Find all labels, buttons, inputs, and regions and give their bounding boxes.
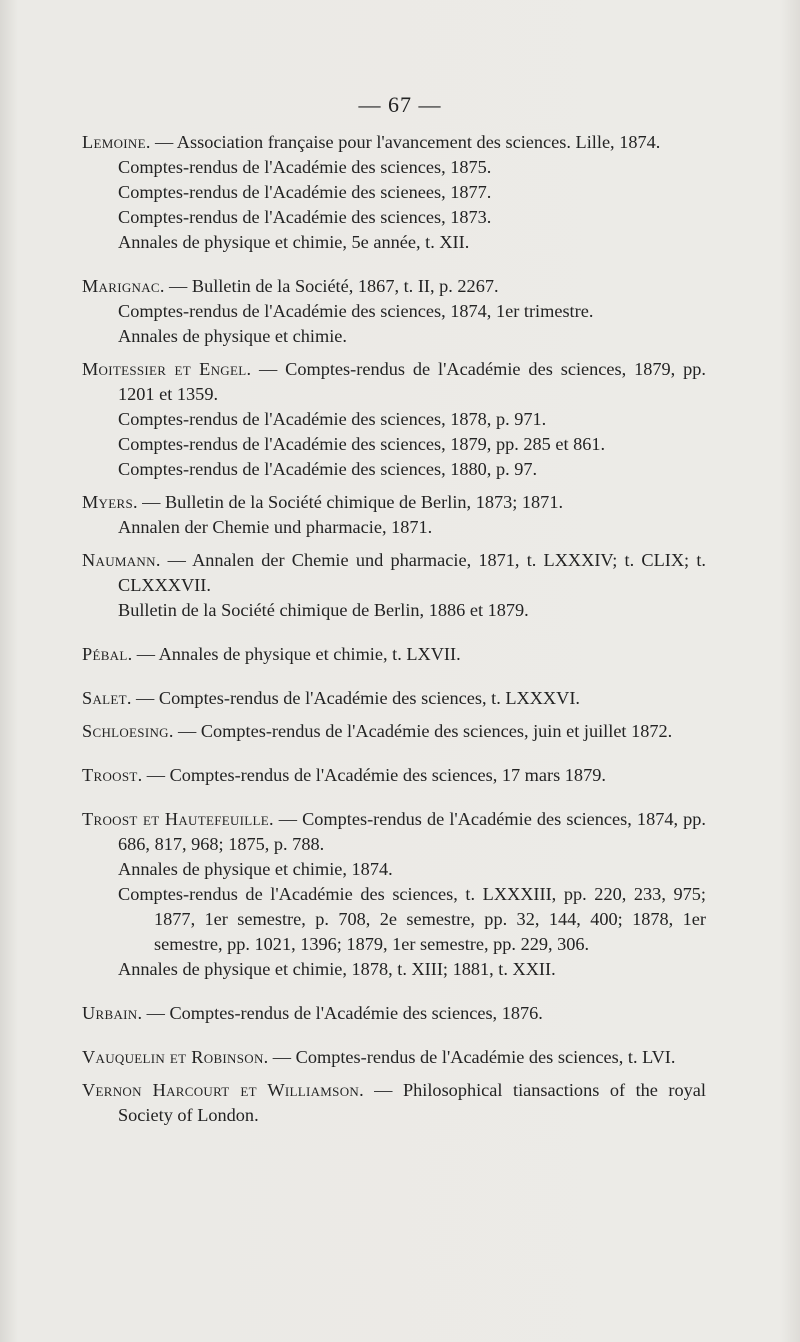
entry-lemoine (82, 130, 706, 255)
sub-reference: Annalen der Chemie und pharmacie, 1871. (118, 517, 433, 537)
entry-citation: . — Comptes-rendus de l'Académie des sciences, juin et juillet 1872. (168, 721, 673, 741)
entry-heading (82, 274, 706, 299)
entry-heading (82, 642, 706, 667)
author-name: Salet (82, 688, 127, 708)
entry-citation: . — Comptes-rendus de l'Académie des sciences, t. LXXXVI. (126, 688, 580, 708)
entry-citation: . — Comptes-rendus de l'Académie des sciences, 1879, pp. 1201 et 1359. (118, 359, 706, 404)
entry-heading (82, 1078, 706, 1128)
entry-pebal (82, 642, 706, 667)
entry-citation: . — Association française pour l'avancement des sciences. Lille, 1874. (145, 132, 661, 152)
entry-naumann (82, 548, 706, 623)
entry-citation: . — Bulletin de la Société chimique de Berlin, 1873; 1871. (133, 492, 564, 512)
sub-reference: Comptes-rendus de l'Académie des sciences, 1873. (118, 207, 492, 227)
entry-troost-hautefeuille (82, 807, 706, 982)
sub-reference: Comptes-rendus de l'Académie des sciences, 1879, pp. 285 et 861. (118, 434, 606, 454)
author-name: Naumann (82, 550, 156, 570)
author-name: Myers (82, 492, 133, 512)
bibliography-list (82, 130, 706, 1128)
entry-citation: . — Philosophical tiansactions of the royal Society of London. (118, 1080, 706, 1125)
entry-heading (82, 1045, 706, 1070)
sub-reference: Annales de physique et chimie, 1878, t. XIII; 1881, t. XXII. (118, 959, 556, 979)
entry-citation: . — Annales de physique et chimie, t. LXVII. (127, 644, 461, 664)
sub-reference: Comptes-rendus de l'Académie des sciences, 1878, p. 971. (118, 409, 547, 429)
entry-heading (82, 763, 706, 788)
entry-citation: . — Bulletin de la Société, 1867, t. II, p. 2267. (159, 276, 499, 296)
entry-vauquelin-robinson (82, 1045, 706, 1070)
sub-reference: Bulletin de la Société chimique de Berlin, 1886 et 1879. (118, 600, 529, 620)
sub-reference: Annales de physique et chimie. (118, 326, 347, 346)
entry-heading (82, 357, 706, 407)
entry-heading (82, 1001, 706, 1026)
author-name: Pébal (82, 644, 128, 664)
entry-heading (82, 719, 706, 744)
sub-reference: Comptes-rendus de l'Académie des sciences, 1874, 1er trimestre. (118, 301, 594, 321)
author-name: Lemoine (82, 132, 146, 152)
page-number: — 67 — (358, 92, 442, 117)
author-name: Schloesing (82, 721, 169, 741)
entry-vernon-harcourt-williamson (82, 1078, 706, 1128)
entry-heading (82, 686, 706, 711)
entry-heading (82, 490, 706, 515)
entry-schloesing (82, 719, 706, 744)
entry-salet (82, 686, 706, 711)
entry-heading (82, 130, 706, 155)
author-name: Troost (82, 765, 138, 785)
sub-reference: Comptes-rendus de l'Académie des sciences, 1880, p. 97. (118, 459, 538, 479)
entry-citation: . — Annalen der Chemie und pharmacie, 1871, t. LXXXIV; t. CLIX; t. CLXXXVII. (118, 550, 706, 595)
author-name: Troost et Hautefeuille (82, 809, 270, 829)
entry-troost (82, 763, 706, 788)
entry-citation: . — Comptes-rendus de l'Académie des sciences, t. LVI. (263, 1047, 676, 1067)
entry-heading (82, 548, 706, 598)
sub-reference: Comptes-rendus de l'Académie des sciences, t. LXXXIII, pp. 220, 233, 975; 1877, 1er semestre, p. 708, 2e semestre, pp. 32, 144, 400; 1878, 1er semestre, pp. 1021, 1396; 1879, 1er semestre, pp. 229, 306. (118, 884, 706, 954)
entry-moitessier-engel (82, 357, 706, 482)
author-name: Vernon Harcourt et Williamson (82, 1080, 360, 1100)
entry-urbain (82, 1001, 706, 1026)
entry-myers (82, 490, 706, 540)
sub-reference: Comptes-rendus de l'Académie des sciences, 1875. (118, 157, 492, 177)
entry-heading (82, 807, 706, 857)
sub-reference: Comptes-rendus de l'Académie des scienees, 1877. (118, 182, 492, 202)
author-name: Marignac (82, 276, 160, 296)
entry-citation: . — Comptes-rendus de l'Académie des sciences, 17 mars 1879. (137, 765, 606, 785)
author-name: Urbain (82, 1003, 138, 1023)
sub-reference: Annales de physique et chimie, 1874. (118, 859, 393, 879)
sub-reference: Annales de physique et chimie, 5e année, t. XII. (118, 232, 470, 252)
author-name: Vauquelin et Robinson (82, 1047, 264, 1067)
entry-marignac (82, 274, 706, 349)
entry-citation: . — Comptes-rendus de l'Académie des sciences, 1874, pp. 686, 817, 968; 1875, p. 788. (118, 809, 707, 854)
author-name: Moitessier et Engel (82, 359, 247, 379)
entry-citation: . — Comptes-rendus de l'Académie des sciences, 1876. (137, 1003, 543, 1023)
